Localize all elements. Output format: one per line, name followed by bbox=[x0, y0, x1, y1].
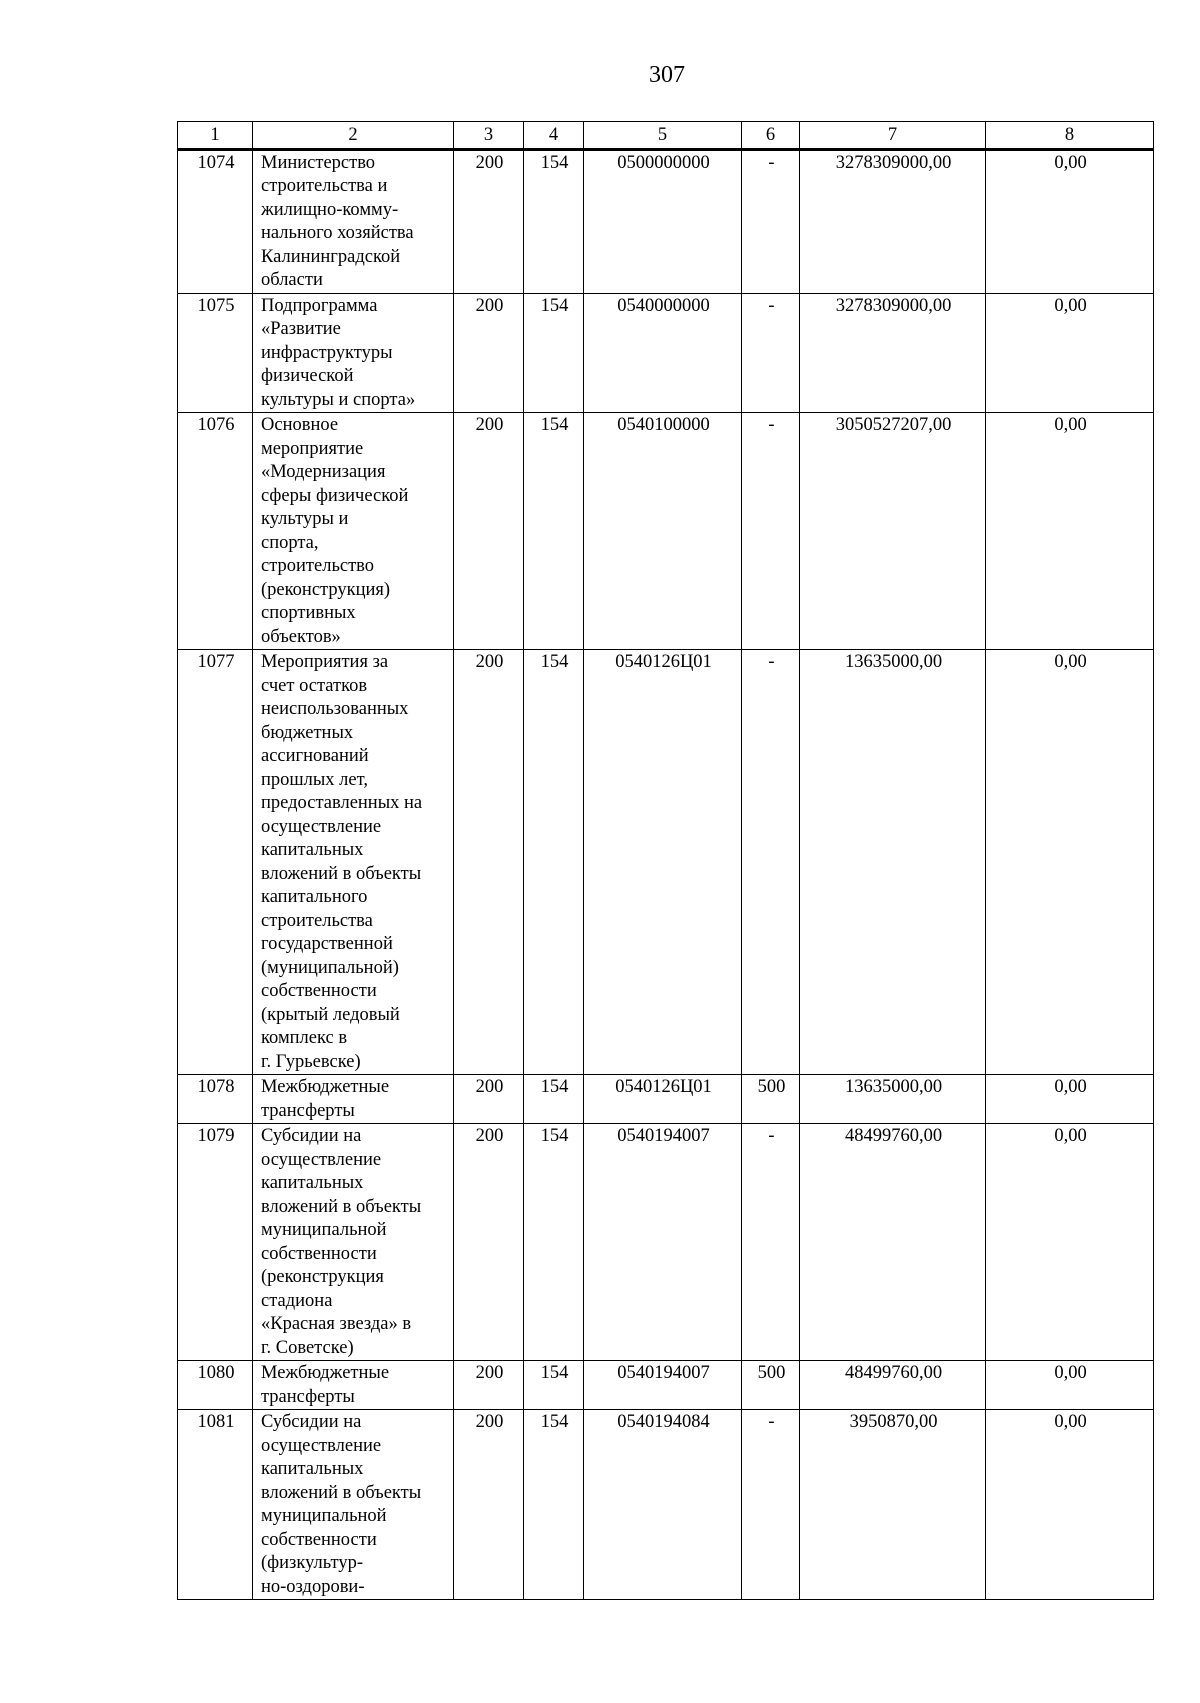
column-header: 8 bbox=[986, 122, 1154, 150]
row-name: Мероприятия за счет остатков неиспользованных бюджетных ассигнований прошлых лет, предоставленных на осуществление капитальных вложений в объекты капитального строительства государственной (муниципальной) собственности (крытый ледовый комплекс в г. Гурьевске) bbox=[253, 650, 454, 1075]
row-code: 0540194007 bbox=[584, 1361, 742, 1410]
row-col8: 0,00 bbox=[986, 413, 1154, 650]
row-code: 0540126Ц01 bbox=[584, 650, 742, 1075]
row-col3: 200 bbox=[454, 650, 524, 1075]
row-code: 0540000000 bbox=[584, 293, 742, 413]
column-header: 3 bbox=[454, 122, 524, 150]
row-col4: 154 bbox=[524, 149, 584, 293]
row-col8: 0,00 bbox=[986, 650, 1154, 1075]
row-name: Межбюджетные трансферты bbox=[253, 1361, 454, 1410]
column-header: 6 bbox=[742, 122, 800, 150]
row-number: 1080 bbox=[178, 1361, 253, 1410]
row-col6: - bbox=[742, 413, 800, 650]
table-row bbox=[178, 1075, 1154, 1124]
row-code: 0540194084 bbox=[584, 1410, 742, 1600]
budget-table bbox=[177, 121, 1154, 1600]
row-amount: 3050527207,00 bbox=[800, 413, 986, 650]
row-col3: 200 bbox=[454, 1361, 524, 1410]
row-col3: 200 bbox=[454, 293, 524, 413]
table-body bbox=[178, 149, 1154, 1600]
row-number: 1075 bbox=[178, 293, 253, 413]
row-amount: 3278309000,00 bbox=[800, 293, 986, 413]
row-amount: 3278309000,00 bbox=[800, 149, 986, 293]
row-col4: 154 bbox=[524, 1410, 584, 1600]
row-col8: 0,00 bbox=[986, 1361, 1154, 1410]
column-header: 4 bbox=[524, 122, 584, 150]
row-name: Основное мероприятие «Модернизация сферы физической культуры и спорта, строительство (реконструкция) спортивных объектов» bbox=[253, 413, 454, 650]
row-col4: 154 bbox=[524, 1361, 584, 1410]
row-col4: 154 bbox=[524, 1124, 584, 1361]
row-col4: 154 bbox=[524, 1075, 584, 1124]
row-col4: 154 bbox=[524, 650, 584, 1075]
table-row bbox=[178, 413, 1154, 650]
row-name: Подпрограмма «Развитие инфраструктуры физической культуры и спорта» bbox=[253, 293, 454, 413]
row-col8: 0,00 bbox=[986, 1075, 1154, 1124]
row-amount: 48499760,00 bbox=[800, 1124, 986, 1361]
row-col3: 200 bbox=[454, 413, 524, 650]
row-code: 0500000000 bbox=[584, 149, 742, 293]
row-col8: 0,00 bbox=[986, 293, 1154, 413]
page-number: 307 bbox=[649, 62, 685, 88]
row-name: Межбюджетные трансферты bbox=[253, 1075, 454, 1124]
column-header: 2 bbox=[253, 122, 454, 150]
row-col4: 154 bbox=[524, 413, 584, 650]
row-col8: 0,00 bbox=[986, 1124, 1154, 1361]
row-amount: 13635000,00 bbox=[800, 650, 986, 1075]
row-col8: 0,00 bbox=[986, 149, 1154, 293]
table-header-row bbox=[178, 122, 1154, 150]
column-header: 5 bbox=[584, 122, 742, 150]
column-header: 7 bbox=[800, 122, 986, 150]
row-name: Субсидии на осуществление капитальных вложений в объекты муниципальной собственности (физкультур- но-оздорови- bbox=[253, 1410, 454, 1600]
row-col6: - bbox=[742, 149, 800, 293]
row-col4: 154 bbox=[524, 293, 584, 413]
row-amount: 13635000,00 bbox=[800, 1075, 986, 1124]
table-row bbox=[178, 1361, 1154, 1410]
row-number: 1078 bbox=[178, 1075, 253, 1124]
row-number: 1081 bbox=[178, 1410, 253, 1600]
table-row bbox=[178, 293, 1154, 413]
row-code: 0540100000 bbox=[584, 413, 742, 650]
row-number: 1076 bbox=[178, 413, 253, 650]
row-amount: 3950870,00 bbox=[800, 1410, 986, 1600]
table-row bbox=[178, 650, 1154, 1075]
row-col3: 200 bbox=[454, 1124, 524, 1361]
row-col3: 200 bbox=[454, 1410, 524, 1600]
row-number: 1079 bbox=[178, 1124, 253, 1361]
row-col6: 500 bbox=[742, 1361, 800, 1410]
row-col8: 0,00 bbox=[986, 1410, 1154, 1600]
row-col3: 200 bbox=[454, 1075, 524, 1124]
row-col6: - bbox=[742, 293, 800, 413]
row-name: Министерство строительства и жилищно-комму- нального хозяйства Калининградской области bbox=[253, 149, 454, 293]
row-col6: - bbox=[742, 1124, 800, 1361]
row-code: 0540126Ц01 bbox=[584, 1075, 742, 1124]
row-col6: 500 bbox=[742, 1075, 800, 1124]
row-col6: - bbox=[742, 650, 800, 1075]
column-header: 1 bbox=[178, 122, 253, 150]
row-code: 0540194007 bbox=[584, 1124, 742, 1361]
row-name: Субсидии на осуществление капитальных вложений в объекты муниципальной собственности (реконструкция стадиона «Красная звезда» в г. Советске) bbox=[253, 1124, 454, 1361]
table-row bbox=[178, 1124, 1154, 1361]
table-row bbox=[178, 1410, 1154, 1600]
row-col3: 200 bbox=[454, 149, 524, 293]
row-col6: - bbox=[742, 1410, 800, 1600]
row-amount: 48499760,00 bbox=[800, 1361, 986, 1410]
table-row bbox=[178, 149, 1154, 293]
row-number: 1074 bbox=[178, 149, 253, 293]
row-number: 1077 bbox=[178, 650, 253, 1075]
